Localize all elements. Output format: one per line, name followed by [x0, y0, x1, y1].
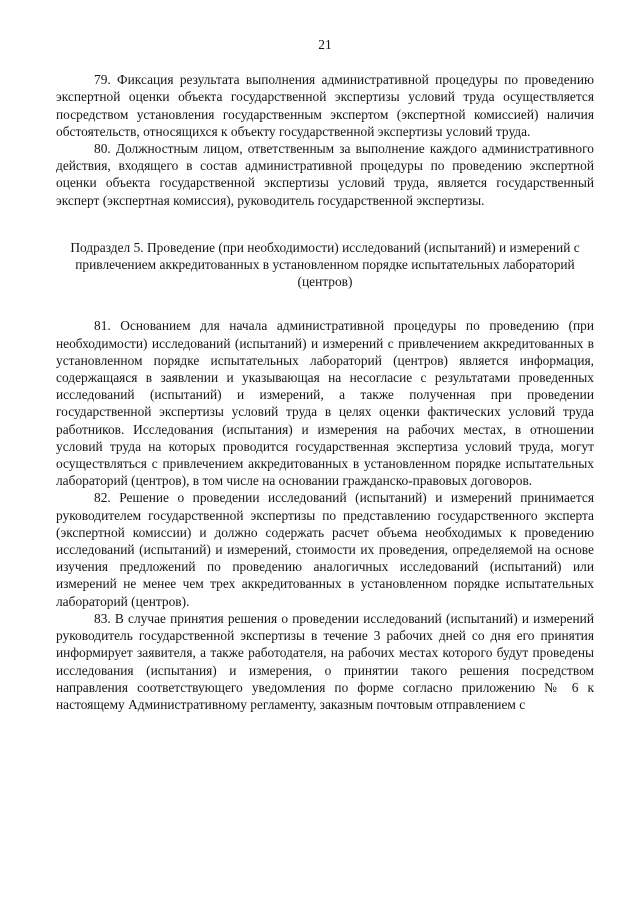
paragraph-80: 80. Должностным лицом, ответственным за выполнение каждого административного действия, входящего в состав административной процедуры по проведению экспертной оценки объекта государственной экспертизы условий труда, является государственный эксперт (экспертная комиссия), руководитель государственной экспертизы.: [56, 141, 594, 208]
paragraph-79: 79. Фиксация результата выполнения административной процедуры по проведению экспертной оценки объекта государственной экспертизы условий труда осуществляется посредством установления государственным экспертом (экспертной комиссией) наличия обстоятельств, относящихся к объекту государственной экспертизы условий труда.: [56, 72, 594, 139]
subsection-title: Подраздел 5. Проведение (при необходимости) исследований (испытаний) и измерений с привлечением аккредитованных в установленном порядке испытательных лабораторий (центров): [70, 239, 580, 290]
paragraph-83: 83. В случае принятия решения о проведении исследований (испытаний) и измерений руководитель государственной экспертизы в течение 3 рабочих дней со дня его принятия информирует заявителя, а также работодателя, на рабочих местах которого будут проведены исследования (испытания) и измерения, о принятии такого решения посредством направления соответствующего уведомления по форме согласно приложению № 6 к настоящему Административному регламенту, заказным почтовым отправлением с: [56, 610, 594, 712]
paragraph-82: 82. Решение о проведении исследований (испытаний) и измерений принимается руководителем государственной экспертизы по представлению государственного эксперта (экспертной комиссии) и должно содержать расчет объема необходимых к проведению исследований (испытаний) и измерений, стоимости их проведения, определяемой на основе изучения предложений по проведению аналогичных исследований (испытаний) или измерений не менее чем трех аккредитованных в установленном порядке испытательных лабораторий (центров).: [56, 490, 594, 609]
paragraph-81: 81. Основанием для начала административной процедуры по проведению (при необходимости) исследований (испытаний) и измерений с привлечением аккредитованных в установленном порядке испытательных лабораторий (центров) является информация, содержащаяся в заявлении и указывающая на несогласие с результатами проведенных исследований (испытаний) и измерений, а также полученная при проведении государственной экспертизы условий труда в целях оценки фактических условий труда работников. Исследования (испытания) и измерения на рабочих местах, в отношении условий труда на которых проводится государственная экспертиза условий труда, могут осуществляться с привлечением аккредитованных в установленном порядке испытательных лабораторий (центров), в том числе на основании гражданско-правовых договоров.: [56, 318, 594, 489]
page-number: 21: [318, 37, 332, 52]
